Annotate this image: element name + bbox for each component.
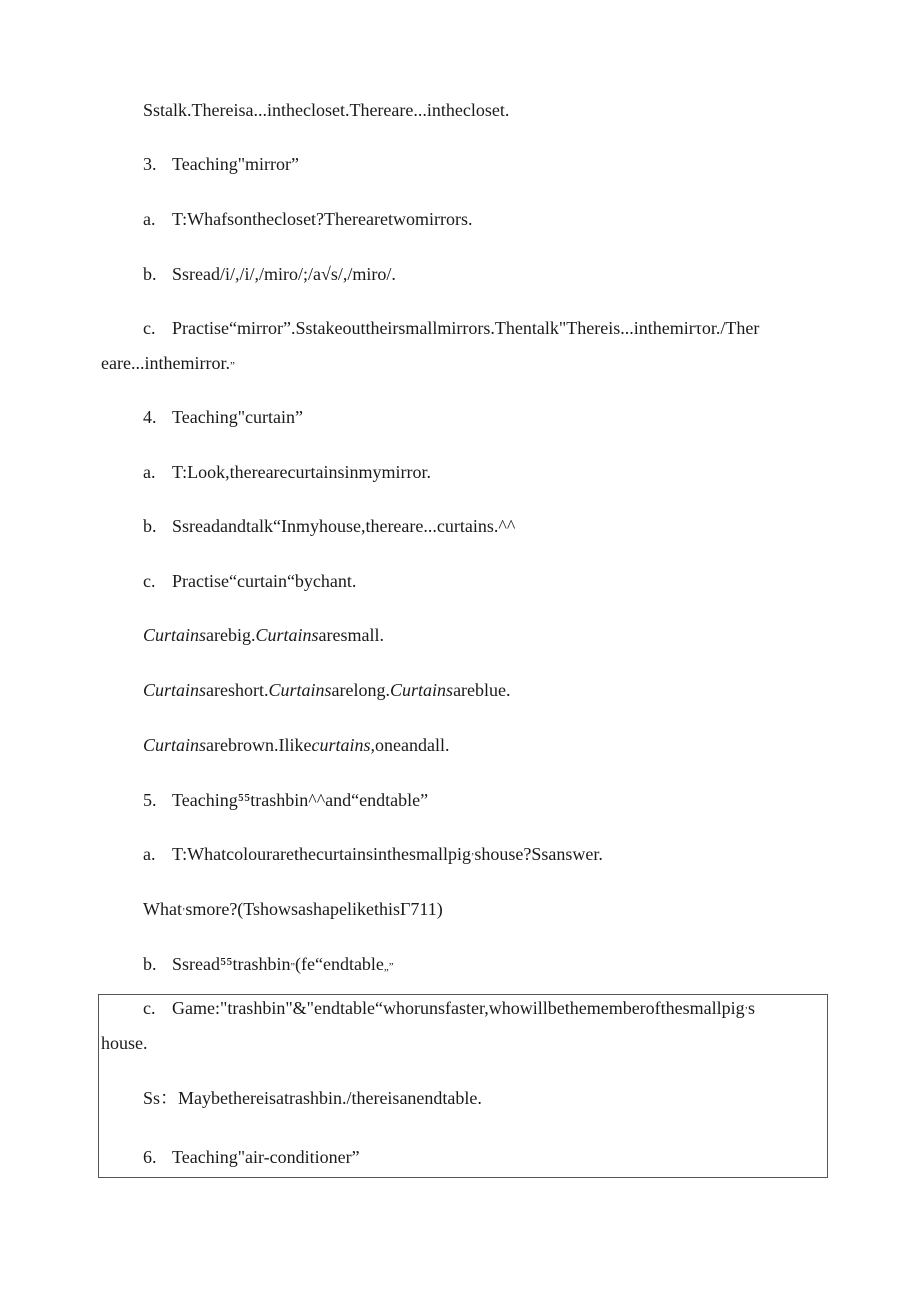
item-letter: b. [143,516,157,536]
item-number: 4. [143,407,157,427]
list-item [0,953,920,979]
section-heading-curtain [0,406,920,428]
continued-line [0,1032,920,1054]
item-letter: c. [143,998,156,1018]
chant-word: Curtains [143,625,207,645]
item-text: Game:"trashbin"&"endtable“whorunsfaster,whowillbethememberofthesmallpig [172,998,745,1018]
stray-mark: „” [383,961,394,973]
line-text: smore?(TshowsashapelikethisΓ711) [185,899,443,919]
text-line [0,1087,920,1109]
stray-mark: ’ [744,1006,749,1017]
section-heading-mirror [0,153,920,175]
chant-word: Curtains [390,680,454,700]
stray-mark: ” [229,360,235,372]
heading-text: Teaching⁵⁵trashbin^^and“endtable” [172,790,429,810]
item-text: T:Whatcolourarethecurtainsinthesmallpig [172,844,471,864]
item-text: Ssread/i/,/i/,/miro/;/a√s/,/miro/. [172,264,396,284]
chant-text: areshort. [206,680,269,700]
heading-text: Teaching"curtain” [172,407,304,427]
item-letter: a. [143,209,156,229]
text-line [0,99,920,121]
list-item [0,843,920,869]
item-letter: b. [143,264,157,284]
chant-text: arebig. [206,625,256,645]
chant-line [0,624,920,646]
item-text: eare...inthemirror. [101,353,230,373]
line-text: Ss：Maybethereisatrashbin./thereisanendtable. [143,1088,482,1108]
item-number: 5. [143,790,157,810]
chant-text: arebrown.Ilike [206,735,312,755]
list-item [0,570,920,592]
list-item [0,515,920,537]
stray-mark: ’ [471,852,475,863]
chant-line [0,679,920,701]
list-item [0,208,920,230]
item-text: house. [101,1033,148,1053]
item-text: Practise“mirror”.Sstakeouttheirsmallmirrors.Thentalk"Thereis...inthemirτor./Ther [172,318,760,338]
item-text: (fe“endtable [294,954,384,974]
chant-text: oneandall. [375,735,450,755]
list-item [0,461,920,483]
stray-mark: ” [290,962,295,973]
section-heading-air-conditioner [0,1146,920,1168]
list-item [0,317,920,339]
item-letter: a. [143,462,156,482]
chant-word: curtains, [311,735,375,755]
item-letter: a. [143,844,156,864]
heading-text: Teaching"air-conditioner” [172,1147,360,1167]
chant-word: Curtains [143,680,207,700]
continued-line [0,352,920,377]
item-text: T:Whafsonthecloset?Therearetwomirrors. [172,209,473,229]
item-text: Ssread⁵⁵trashbin [172,954,291,974]
line-text: What [143,899,182,919]
item-number: 3. [143,154,157,174]
text-line [0,898,920,924]
chant-word: Curtains [143,735,207,755]
item-text: s [748,998,756,1018]
item-letter: c. [143,318,156,338]
chant-text: areblue. [453,680,511,700]
item-number: 6. [143,1147,157,1167]
item-letter: c. [143,571,156,591]
section-heading-trashbin [0,789,920,811]
chant-text: arelong. [331,680,391,700]
chant-word: Curtains [268,680,332,700]
chant-word: Curtains [255,625,319,645]
item-text: Practise“curtain“bychant. [172,571,357,591]
stray-mark: ’ [181,907,186,918]
chant-text: aresmall. [318,625,385,645]
heading-text: Teaching"mirror” [172,154,300,174]
list-item [0,263,920,285]
chant-line [0,734,920,756]
line-text: Sstalk.Thereisa...inthecloset.Thereare...inthecloset. [143,100,510,120]
item-text: Ssreadandtalk“Inmyhouse,thereare...curtains.^^ [172,516,516,536]
item-letter: b. [143,954,157,974]
item-text: shouse?Ssanswer. [474,844,603,864]
item-text: T:Look,therearecurtainsinmymirror. [172,462,432,482]
list-item [0,997,920,1023]
